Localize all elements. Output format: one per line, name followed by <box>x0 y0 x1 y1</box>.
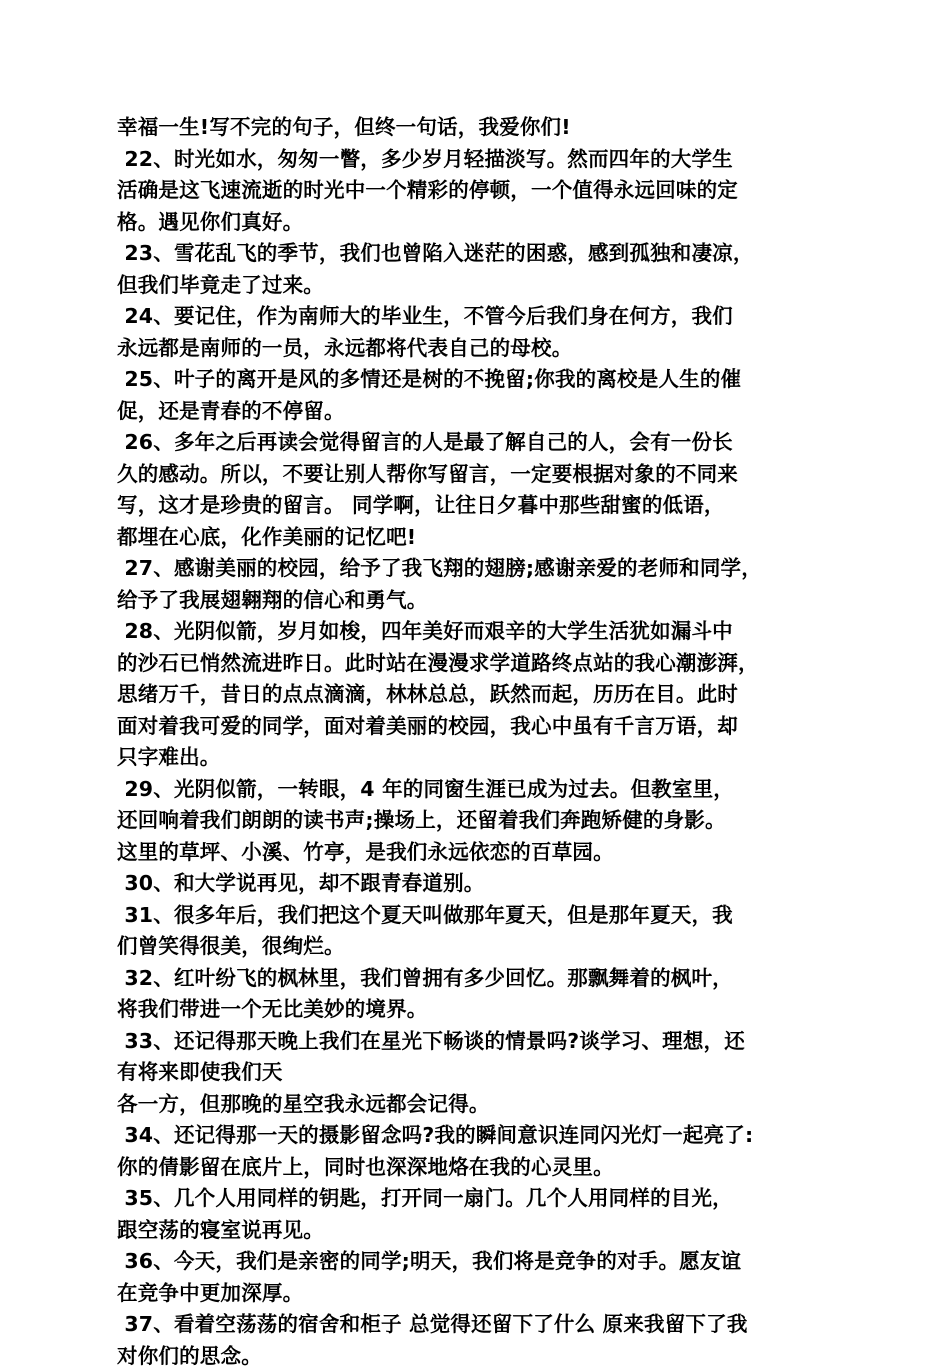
text-line: 33、还记得那天晚上我们在星光下畅谈的情景吗?谈学习、理想，还 <box>117 1026 847 1058</box>
text-line: 只字难出。 <box>117 742 847 774</box>
text-line: 都埋在心底，化作美丽的记忆吧! <box>117 522 847 554</box>
text-line: 久的感动。所以，不要让别人帮你写留言，一定要根据对象的不同来 <box>117 459 847 491</box>
text-line: 35、几个人用同样的钥匙，打开同一扇门。几个人用同样的目光， <box>117 1183 847 1215</box>
text-line: 23、雪花乱飞的季节，我们也曾陷入迷茫的困惑，感到孤独和凄凉， <box>117 238 847 270</box>
text-line: 将我们带进一个无比美妙的境界。 <box>117 994 847 1026</box>
text-line: 写，这才是珍贵的留言。 同学啊，让往日夕暮中那些甜蜜的低语， <box>117 490 847 522</box>
text-line: 跟空荡的寝室说再见。 <box>117 1215 847 1247</box>
text-line: 在竞争中更加深厚。 <box>117 1278 847 1310</box>
text-line: 的沙石已悄然流进昨日。此时站在漫漫求学道路终点站的我心潮澎湃， <box>117 648 847 680</box>
text-line: 还回响着我们朗朗的读书声;操场上，还留着我们奔跑矫健的身影。 <box>117 805 847 837</box>
document-body <box>117 112 847 1372</box>
text-line: 幸福一生!写不完的句子，但终一句话，我爱你们! <box>117 112 847 144</box>
text-line: 你的倩影留在底片上，同时也深深地烙在我的心灵里。 <box>117 1152 847 1184</box>
text-line: 有将来即使我们天 <box>117 1057 847 1089</box>
text-line: 这里的草坪、小溪、竹亭，是我们永远依恋的百草园。 <box>117 837 847 869</box>
text-line: 32、红叶纷飞的枫林里，我们曾拥有多少回忆。那飘舞着的枫叶， <box>117 963 847 995</box>
text-line: 24、要记住，作为南师大的毕业生，不管今后我们身在何方，我们 <box>117 301 847 333</box>
text-line: 思绪万千，昔日的点点滴滴，林林总总，跃然而起，历历在目。此时 <box>117 679 847 711</box>
text-line: 促，还是青春的不停留。 <box>117 396 847 428</box>
text-line: 格。遇见你们真好。 <box>117 207 847 239</box>
text-line: 29、光阴似箭，一转眼，4 年的同窗生涯已成为过去。但教室里， <box>117 774 847 806</box>
text-line: 37、看着空荡荡的宿舍和柜子 总觉得还留下了什么 原来我留下了我 <box>117 1309 847 1341</box>
text-line: 但我们毕竟走了过来。 <box>117 270 847 302</box>
text-line: 31、很多年后，我们把这个夏天叫做那年夏天，但是那年夏天，我 <box>117 900 847 932</box>
text-line: 对你们的思念。 <box>117 1341 847 1372</box>
text-line: 27、感谢美丽的校园，给予了我飞翔的翅膀;感谢亲爱的老师和同学， <box>117 553 847 585</box>
text-line: 26、多年之后再读会觉得留言的人是最了解自己的人，会有一份长 <box>117 427 847 459</box>
text-line: 22、时光如水，匆匆一瞥，多少岁月轻描淡写。然而四年的大学生 <box>117 144 847 176</box>
text-line: 面对着我可爱的同学，面对着美丽的校园，我心中虽有千言万语，却 <box>117 711 847 743</box>
text-line: 们曾笑得很美，很绚烂。 <box>117 931 847 963</box>
text-line: 30、和大学说再见，却不跟青春道别。 <box>117 868 847 900</box>
text-line: 28、光阴似箭，岁月如梭，四年美好而艰辛的大学生活犹如漏斗中 <box>117 616 847 648</box>
text-line: 给予了我展翅翱翔的信心和勇气。 <box>117 585 847 617</box>
text-line: 34、还记得那一天的摄影留念吗?我的瞬间意识连同闪光灯一起亮了: <box>117 1120 847 1152</box>
text-line: 36、今天，我们是亲密的同学;明天，我们将是竞争的对手。愿友谊 <box>117 1246 847 1278</box>
text-line: 永远都是南师的一员，永远都将代表自己的母校。 <box>117 333 847 365</box>
text-line: 活确是这飞速流逝的时光中一个精彩的停顿，一个值得永远回味的定 <box>117 175 847 207</box>
text-line: 25、叶子的离开是风的多情还是树的不挽留;你我的离校是人生的催 <box>117 364 847 396</box>
text-line: 各一方，但那晚的星空我永远都会记得。 <box>117 1089 847 1121</box>
